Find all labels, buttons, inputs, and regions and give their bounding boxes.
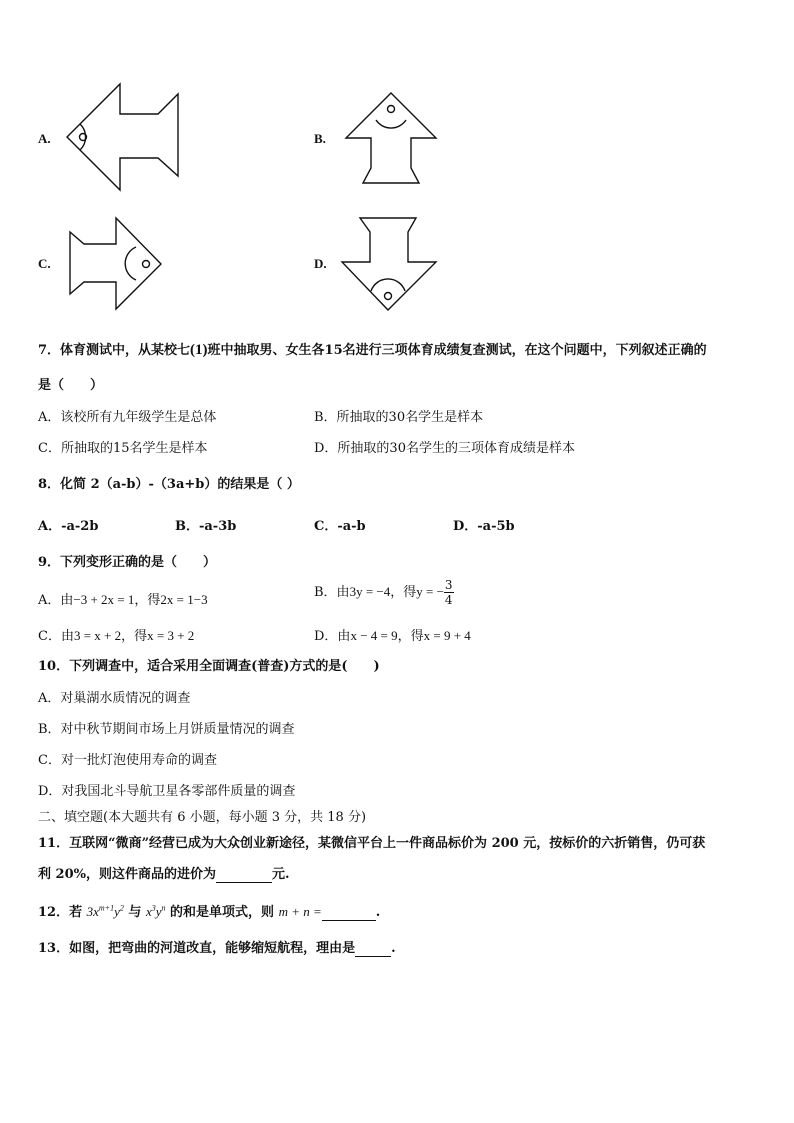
- q11-line2: 利 20%，则这件商品的进价为 元.: [38, 867, 290, 882]
- section-fill-in-title: 二、填空题(本大题共有 6 小题，每小题 3 分，共 18 分): [38, 810, 367, 825]
- q8-option-c: C．-a-b: [314, 519, 366, 534]
- figure-a-arrow-left: [60, 80, 190, 195]
- figure-d-label: D.: [314, 256, 327, 271]
- q8-option-b: B．-a-3b: [175, 519, 237, 534]
- q7-option-d: D．所抽取的30名学生的三项体育成绩是样本: [314, 441, 575, 456]
- q12-answer-blank[interactable]: [322, 905, 376, 921]
- q7-option-b: B．所抽取的30名学生是样本: [314, 410, 484, 425]
- q7-option-c: C．所抽取的15名学生是样本: [38, 441, 208, 456]
- q8-option-a: A．-a-2b: [38, 519, 99, 534]
- q9-option-c: C．由3 = x + 2，得x = 3 + 2: [38, 628, 195, 644]
- q10-option-c: C．对一批灯泡使用寿命的调查: [38, 753, 217, 768]
- q12-term1: $3x^{m+1}y^2$: [86, 903, 124, 919]
- q9-option-b: B．由3y = −4，得y = − $\frac{3}{4}$: [314, 578, 453, 607]
- q7-option-a: A．该校所有九年级学生是总体: [38, 410, 217, 425]
- q7-stem-line2: 是（ ）: [38, 378, 104, 393]
- q9-option-a: A．由−3 + 2x = 1，得2x = 1−3: [38, 592, 208, 608]
- q10-option-d: D．对我国北斗导航卫星各零部件质量的调查: [38, 784, 296, 799]
- q11-line1: 11．互联网“微商”经营已成为大众创业新途径，某微信平台上一件商品标价为 200 元，按标价的六折销售，仍可获: [38, 836, 706, 851]
- figure-b-label: B.: [314, 131, 326, 146]
- figure-a-label: A.: [38, 131, 51, 146]
- q12-stem: 12．若 $3x^{m+1}y^2$ 与 $x^3y^n$ 的和是单项式，则 m + n = .: [38, 903, 381, 920]
- figure-c-arrow-right: [66, 214, 166, 314]
- q11-answer-blank[interactable]: [216, 867, 272, 883]
- q10-option-b: B．对中秋节期间市场上月饼质量情况的调查: [38, 722, 295, 737]
- q9-b-fraction: $\frac{3}{4}$: [444, 578, 453, 607]
- q9-option-d: D．由x − 4 = 9，得x = 9 + 4: [314, 628, 471, 644]
- q8-option-d: D．-a-5b: [453, 519, 515, 534]
- figure-b-arrow-up: [343, 90, 439, 188]
- q10-stem: 10．下列调查中，适合采用全面调查(普查)方式的是( ): [38, 659, 380, 674]
- q12-term2: $x^3y^n$: [145, 903, 166, 919]
- q9-stem: 9．下列变形正确的是（ ）: [38, 555, 217, 570]
- q13-stem: 13．如图，把弯曲的河道改直，能够缩短航程，理由是 .: [38, 941, 396, 956]
- q10-option-a: A．对巢湖水质情况的调查: [38, 691, 191, 706]
- q13-answer-blank[interactable]: [355, 941, 391, 957]
- figure-c-label: C.: [38, 256, 51, 271]
- figure-d-arrow-down: [340, 214, 440, 314]
- q7-stem-line1: 7．体育测试中，从某校七(1)班中抽取男、女生各15名进行三项体育成绩复查测试，在这个问题中，下列叙述正确的: [38, 342, 707, 358]
- q8-stem: 8．化简 2（a-b）-（3a+b）的结果是（ ）: [38, 477, 300, 492]
